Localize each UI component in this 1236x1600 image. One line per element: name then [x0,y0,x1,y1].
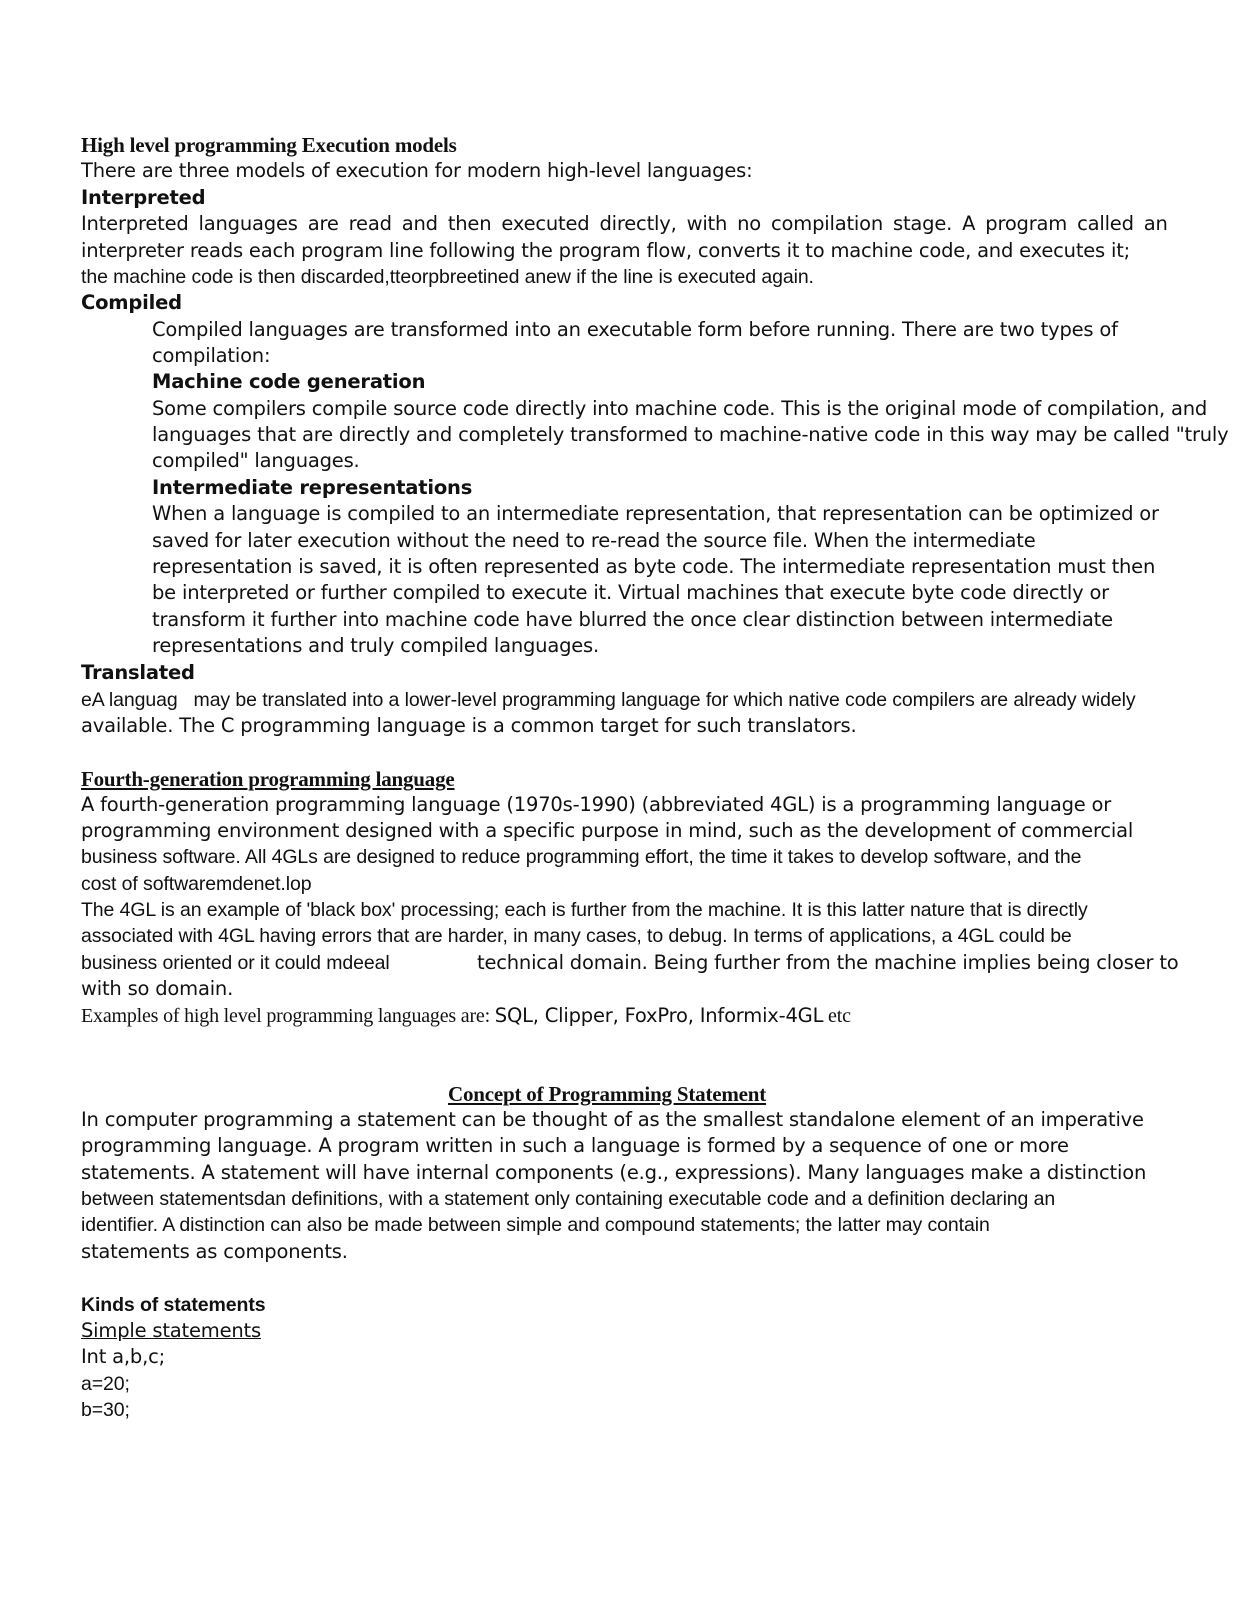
heading-machine-code-generation: Machine code generation [152,370,426,393]
paragraph-line: programming language. A program written in such a language is formed by a sequence of one or more [81,1134,1069,1157]
paragraph-line: be interpreted or further compiled to execute it. Virtual machines that execute byte code directly or [152,581,1109,604]
paragraph-line: cost of softwaremdenet.lop [81,873,312,895]
heading-interpreted: Interpreted [81,186,206,209]
paragraph-line: saved for later execution without the need to re-read the source file. When the intermediate [152,529,1036,552]
paragraph-line: representations and truly compiled languages. [152,634,600,657]
section-title-execution-models: High level programming Execution models [81,133,457,157]
paragraph-line: Compiled languages are transformed into an executable form before running. There are two types of [152,318,1118,341]
examples-line [81,1003,851,1029]
code-line: b=30; [81,1399,130,1421]
paragraph-line-right: technical domain. Being further from the machine implies being closer to [477,951,1179,974]
section-title-programming-statement: Concept of Programming Statement [448,1082,767,1106]
paragraph-line: programming environment designed with a specific purpose in mind, such as the development of commercial [81,819,1134,842]
paragraph-line: associated with 4GL having errors that are harder, in many cases, to debug. In terms of applications, a 4GL could be [81,925,1072,947]
examples-suffix: etc [823,1005,851,1027]
paragraph-line: statements as components. [81,1240,348,1263]
paragraph-line: with so domain. [81,977,234,1000]
intro-text: There are three models of execution for modern high-level languages: [81,159,753,182]
heading-simple-statements: Simple statements [81,1319,261,1342]
paragraph-line: representation is saved, it is often represented as byte code. The intermediate representation must then [152,555,1156,578]
code-line: Int a,b,c; [81,1345,165,1368]
paragraph-line: Some compilers compile source code directly into machine code. This is the original mode of compilation, and [152,397,1208,420]
paragraph-line: The 4GL is an example of 'black box' processing; each is further from the machine. It is this latter nature that is directly [81,899,1088,921]
paragraph-line: identifier. A distinction can also be made between simple and compound statements; the latter may contain [81,1214,990,1236]
paragraph-line: between statementsdan definitions, with a statement only containing executable code and a definition declaring an [81,1188,1056,1210]
paragraph-line: In computer programming a statement can be thought of as the smallest standalone element of an imperative [81,1108,1144,1131]
section-title-4gl: Fourth-generation programming language [81,767,455,791]
code-line: a=20; [81,1373,130,1395]
paragraph-line: compiled" languages. [152,449,360,472]
paragraph-line: A fourth-generation programming language (1970s-1990) (abbreviated 4GL) is a programming language or [81,793,1112,816]
heading-kinds-of-statements: Kinds of statements [81,1294,266,1316]
heading-compiled: Compiled [81,291,182,314]
paragraph-line: transform it further into machine code have blurred the once clear distinction between intermediate [152,608,1113,631]
paragraph-line: available. The C programming language is a common target for such translators. [81,714,857,737]
paragraph-line: business software. All 4GLs are designed to reduce programming effort, the time it takes to develop software, and the [81,846,1082,868]
paragraph-line: Interpreted languages are read and then executed directly, with no compilation stage. A program called an [81,212,1168,235]
paragraph-line: languages that are directly and completely transformed to machine-native code in this way may be called "truly [152,423,1229,446]
paragraph-line: interpreter reads each program line following the program flow, converts it to machine code, and executes it; [81,239,1131,262]
paragraph-line: statements. A statement will have internal components (e.g., expressions). Many languages make a distinction [81,1161,1147,1184]
paragraph-line: the machine code is then discarded,tteorpbreetined anew if the line is executed again. [81,266,814,288]
examples-list: SQL, Clipper, FoxPro, Informix-4GL [494,1004,824,1027]
paragraph-line: eA languag may be translated into a lower-level programming language for which native code compilers are already widely [81,689,1136,711]
heading-translated: Translated [81,661,195,684]
heading-intermediate-representations: Intermediate representations [152,476,473,499]
paragraph-line-left: business oriented or it could mdeeal [81,952,390,974]
examples-prefix: Examples of high level programming languages are: [81,1005,495,1027]
paragraph-line: compilation: [152,344,271,367]
paragraph-line: When a language is compiled to an intermediate representation, that representation can be optimized or [152,502,1159,525]
